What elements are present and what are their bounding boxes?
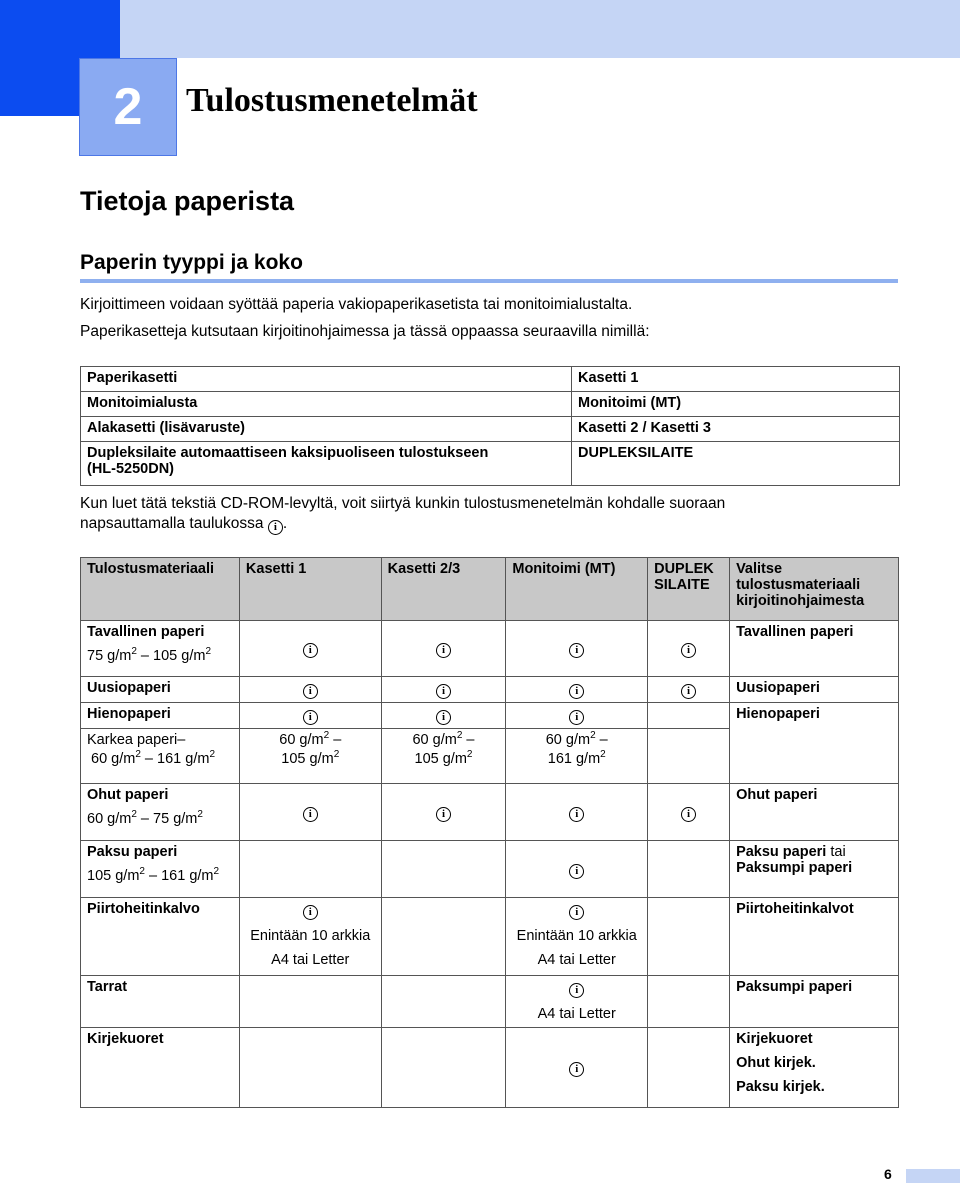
note-line-2: napsauttamalla taulukossa i .	[80, 515, 288, 533]
table-cell: DUPLEKSILAITE	[572, 442, 900, 486]
info-icon[interactable]: i	[569, 983, 584, 998]
media-name: Uusiopaperi	[81, 677, 240, 703]
header-tray23: Kasetti 2/3	[381, 558, 506, 621]
info-icon[interactable]: i	[303, 643, 318, 658]
subsection-rule	[80, 279, 898, 283]
table-cell	[506, 621, 648, 677]
info-icon[interactable]: i	[268, 520, 283, 535]
info-icon[interactable]: i	[436, 710, 451, 725]
table-cell: Monitoimialusta	[81, 392, 572, 417]
media-name: Paksu paperi 105 $g/m^2 - 161$ $g/m^2$	[81, 841, 240, 898]
info-icon[interactable]: i	[681, 684, 696, 699]
table-cell	[648, 729, 730, 784]
table-cell	[239, 784, 381, 841]
table-cell	[381, 841, 506, 898]
table-cell: Kasetti 1	[572, 367, 900, 392]
driver-setting: Hienopaperi	[730, 703, 899, 784]
table-cell	[648, 677, 730, 703]
note-line-1: Kun luet tätä tekstiä CD-ROM-levyltä, voit siirtyä kunkin tulostusmenetelmän kohdalle suoraan	[80, 495, 726, 512]
table-cell	[506, 784, 648, 841]
table-cell	[381, 621, 506, 677]
table-cell	[81, 442, 572, 486]
top-band	[0, 0, 960, 58]
table-cell: Paperikasetti	[81, 367, 572, 392]
table-row	[81, 703, 899, 729]
info-icon[interactable]: i	[436, 643, 451, 658]
table-cell	[381, 703, 506, 729]
section-title: Tietoja paperista	[80, 186, 295, 216]
table-cell	[506, 677, 648, 703]
table-cell: 60 $g/m^2$ – 105 $g/m^2$	[381, 729, 506, 784]
media-name: Kirjekuoret	[81, 1028, 240, 1108]
table-cell	[648, 703, 730, 729]
info-icon[interactable]: i	[569, 807, 584, 822]
table-cell	[506, 1028, 648, 1108]
media-name: Hienopaperi	[81, 703, 240, 729]
info-icon[interactable]: i	[569, 684, 584, 699]
info-icon[interactable]: i	[569, 643, 584, 658]
table-cell: Monitoimi (MT)	[572, 392, 900, 417]
driver-setting: Piirtoheitinkalvot	[730, 898, 899, 976]
info-icon[interactable]: i	[569, 710, 584, 725]
header-tray1: Kasetti 1	[239, 558, 381, 621]
driver-setting: Kirjekuoret Ohut kirjek. Paksu kirjek.	[730, 1028, 899, 1108]
intro-line-2: Paperikasetteja kutsutaan kirjoitinohjaimessa ja tässä oppaassa seuraavilla nimillä:	[80, 323, 650, 340]
table-row	[81, 1028, 899, 1108]
table-cell	[648, 621, 730, 677]
info-icon[interactable]: i	[569, 864, 584, 879]
table-cell	[506, 703, 648, 729]
table-cell	[381, 1028, 506, 1108]
duplex-line-1: Dupleksilaite automaattiseen kaksipuoliseen tulostukseen	[87, 445, 489, 461]
table-cell: Kasetti 2 / Kasetti 3	[572, 417, 900, 442]
table-row	[81, 677, 899, 703]
duplex-line-2: (HL-5250DN)	[87, 461, 175, 477]
table-cell: i Enintään 10 arkkia A4 tai Letter	[506, 898, 648, 976]
info-icon[interactable]: i	[303, 684, 318, 699]
table-cell	[239, 976, 381, 1028]
table-row	[81, 976, 899, 1028]
table-cell	[648, 1028, 730, 1108]
info-icon[interactable]: i	[436, 684, 451, 699]
table-cell	[381, 677, 506, 703]
info-icon[interactable]: i	[681, 807, 696, 822]
table-cell	[381, 898, 506, 976]
table-cell	[239, 677, 381, 703]
info-icon[interactable]: i	[569, 905, 584, 920]
table-cell	[239, 841, 381, 898]
page-number-bar	[906, 1169, 960, 1183]
table-cell: i A4 tai Letter	[506, 976, 648, 1028]
info-icon[interactable]: i	[303, 807, 318, 822]
chapter-title: Tulostusmenetelmät	[186, 82, 478, 119]
table-cell	[648, 841, 730, 898]
table-row	[81, 621, 899, 677]
media-table	[80, 557, 899, 1108]
table-cell	[648, 784, 730, 841]
info-icon[interactable]: i	[303, 905, 318, 920]
media-name: Tarrat	[81, 976, 240, 1028]
driver-setting: Ohut paperi	[730, 784, 899, 841]
table-cell: Alakasetti (lisävaruste)	[81, 417, 572, 442]
header-mp: Monitoimi (MT)	[506, 558, 648, 621]
table-cell	[648, 976, 730, 1028]
media-name: Karkea paperi– 60 $g/m^2 - 161$ $g/m^2$	[81, 729, 240, 784]
table-cell: i Enintään 10 arkkia A4 tai Letter	[239, 898, 381, 976]
header-media: Tulostusmateriaali	[81, 558, 240, 621]
tray-names-table	[80, 366, 900, 486]
table-cell	[381, 976, 506, 1028]
table-cell	[239, 703, 381, 729]
header-duplex: DUPLEK SILAITE	[648, 558, 730, 621]
table-cell	[239, 621, 381, 677]
table-row	[81, 898, 899, 976]
table-cell	[381, 784, 506, 841]
media-name: Tavallinen paperi 75 $g/m^2 - 105$ $g/m^2$	[81, 621, 240, 677]
table-cell: 60 $g/m^2$ – 161 $g/m^2$	[506, 729, 648, 784]
header-driver: Valitse tulostusmateriaali kirjoitinohjaimesta	[730, 558, 899, 621]
media-name: Piirtoheitinkalvo	[81, 898, 240, 976]
subsection-title: Paperin tyyppi ja koko	[80, 251, 303, 274]
table-cell	[239, 1028, 381, 1108]
info-icon[interactable]: i	[303, 710, 318, 725]
intro-line-1: Kirjoittimeen voidaan syöttää paperia vakiopaperikasetista tai monitoimialustalta.	[80, 296, 633, 313]
chapter-number: 2	[79, 58, 177, 156]
table-cell	[506, 841, 648, 898]
info-icon[interactable]: i	[681, 643, 696, 658]
info-icon[interactable]: i	[436, 807, 451, 822]
table-row	[81, 784, 899, 841]
table-cell: 60 $g/m^2$ – 105 $g/m^2$	[239, 729, 381, 784]
driver-setting: Tavallinen paperi	[730, 621, 899, 677]
driver-setting: Paksumpi paperi	[730, 976, 899, 1028]
info-icon[interactable]: i	[569, 1062, 584, 1077]
table-cell	[648, 898, 730, 976]
page-number: 6	[884, 1166, 892, 1182]
driver-setting: Uusiopaperi	[730, 677, 899, 703]
table-row	[81, 841, 899, 898]
driver-setting: Paksu paperi tai Paksumpi paperi	[730, 841, 899, 898]
media-name: Ohut paperi 60 $g/m^2 - 75$ $g/m^2$	[81, 784, 240, 841]
